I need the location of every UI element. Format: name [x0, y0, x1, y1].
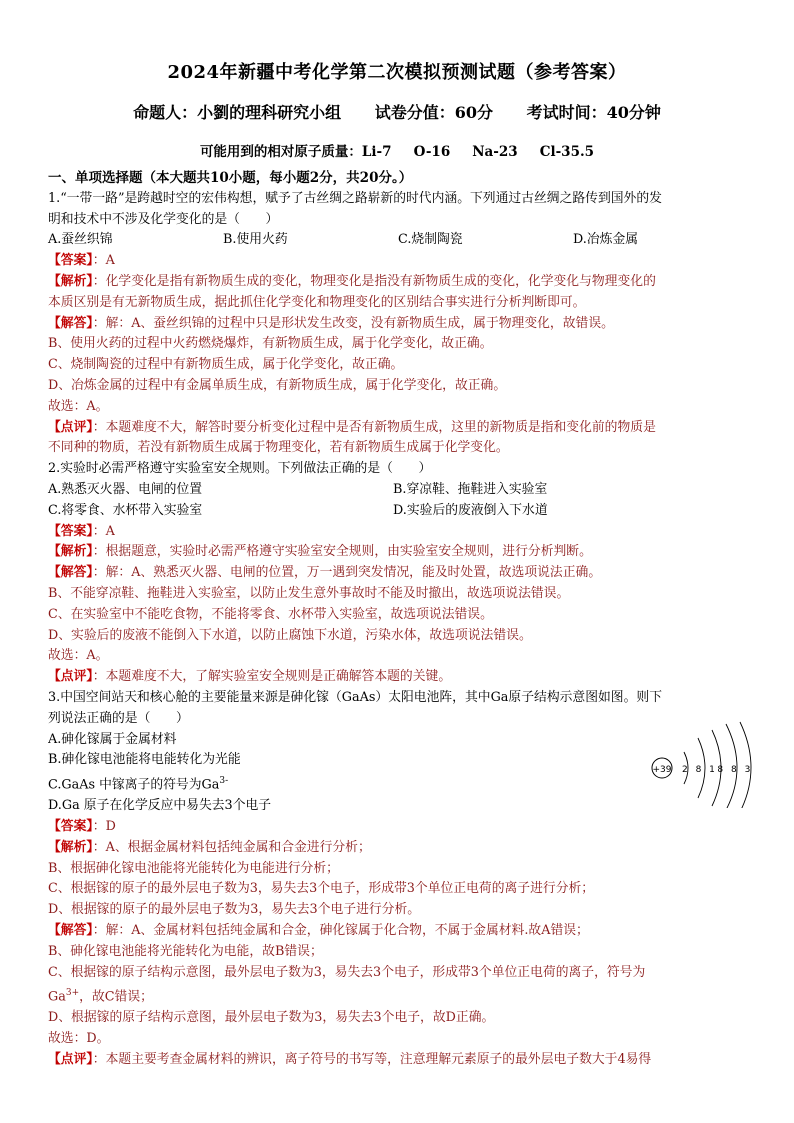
choose-line: 故选：A。 [48, 398, 109, 414]
solve-text: ：解：A、蚕丝织锦的过程中只是形状发生改变，没有新物质生成，属于物理变化，故错误。 [92, 315, 614, 331]
solve-line [48, 314, 750, 335]
analysis-line: D、根据镓的原子的最外层电子数为3，易失去3个电子进行分析。 [48, 902, 421, 918]
section-heading: 一、单项选择题（本大题共10小题，每小题2分，共20分。） [48, 170, 413, 186]
answer-line [48, 817, 750, 838]
question-stem: 列说法正确的是（ ） [48, 710, 189, 726]
analysis-text: ：根据题意，实验时必需严格遵守实验室安全规则，由实验室安全规则，进行分析判断。 [92, 544, 592, 560]
answer-tag: 【答案】 [48, 523, 93, 539]
author: 命题人：小劉的理科研究小组 [133, 103, 342, 122]
exam-info [0, 100, 794, 123]
masses-label: 可能用到的相对原子质量：Li-7 [199, 144, 392, 160]
analysis-line [48, 272, 750, 293]
mass-o: O-16 [413, 144, 451, 160]
comment-line [48, 418, 750, 439]
solve-line [48, 921, 750, 942]
analysis-tag: 【解析】 [48, 273, 93, 289]
comment-line [48, 667, 750, 688]
solve-line: D、实验后的废液不能倒入下水道，以防止腐蚀下水道，污染水体，故选项说法错误。 [48, 627, 532, 643]
answer-text: ：A [92, 253, 115, 269]
solve-line: B、不能穿凉鞋、拖鞋进入实验室，以防止发生意外事故时不能及时撤出，故选项说法错误。 [48, 585, 570, 601]
solve-tag: 【解答】 [48, 315, 93, 331]
ion-charge: 3+ [65, 988, 80, 999]
analysis-line [48, 542, 750, 563]
solve-line: D、冶炼金属的过程中有金属单质生成，有新物质生成，属于化学变化，故正确。 [48, 377, 507, 393]
solve-text: ：解：A、金属材料包括纯金属和合金，砷化镓属于化合物，不属于金属材料.故A错误； [92, 922, 589, 938]
comment-text: ：本题难度不大，解答时要分析变化过程中是否有新物质生成，这里的新物质是指和变化前的物质是 [92, 419, 656, 435]
atomic-masses [0, 140, 794, 160]
option-a: A.蚕丝织锦 [48, 232, 113, 248]
question-3 [48, 688, 753, 817]
answer-line [48, 251, 750, 272]
electron-counts: 2 8 18 8 3 [682, 764, 753, 775]
answer-tag: 【答案】 [48, 253, 93, 269]
solve-tag: 【解答】 [48, 565, 93, 581]
option-d: D.Ga 原子在化学反应中易失去3个电子 [48, 798, 272, 814]
analysis-line: C、根据镓的原子的最外层电子数为3，易失去3个电子，形成带3个单位正电荷的离子进行分析； [48, 881, 595, 897]
analysis-line: B、根据砷化镓电池能将光能转化为电能进行分析； [48, 860, 339, 876]
answer-line [48, 522, 750, 543]
solve-text: ，故C错误； [79, 989, 153, 1005]
option-d: D.冶炼金属 [573, 232, 639, 248]
question-stem: 2.实验时必需严格遵守实验室安全规则。下列做法正确的是（ ） [48, 461, 432, 477]
page-title: 2024年新疆中考化学第二次模拟预测试题（参考答案） [167, 62, 627, 83]
analysis-text: ：化学变化是指有新物质生成的变化，物理变化是指没有新物质生成的变化，化学变化与物理变化的 [92, 273, 656, 289]
option-c-text: C.GaAs 中镓离子的符号为Ga [48, 777, 220, 793]
options [48, 480, 750, 501]
comment-text: ：本题难度不大，了解实验室安全规则是正确解答本题的关键。 [92, 669, 452, 685]
option-c: C.烧制陶瓷 [398, 232, 463, 248]
comment-line: 不同种的物质，若没有新物质生成属于物理变化，若有新物质生成属于化学变化。 [48, 440, 509, 456]
solve-line: C、在实验室中不能吃食物，不能将零食、水杯带入实验室，故选项说法错误。 [48, 606, 493, 622]
solve-tag: 【解答】 [48, 922, 93, 938]
options [48, 230, 750, 251]
solve-line [48, 983, 750, 1008]
solve-line: B、砷化镓电池能将光能转化为电能，故B错误； [48, 943, 323, 959]
option-c: C.将零食、水杯带入实验室 [48, 502, 203, 518]
analysis-tag: 【解析】 [48, 544, 93, 560]
option-d: D.实验后的废液倒入下水道 [393, 502, 548, 518]
answer-text: ：A [92, 523, 115, 539]
comment-text: ：本题主要考查金属材料的辨识，离子符号的书写等，注意理解元素原子的最外层电子数大于4易得 [92, 1052, 652, 1067]
comment-tag: 【点评】 [48, 1052, 93, 1067]
solve-line [48, 563, 750, 584]
option-c [48, 771, 750, 796]
comment-line [48, 1050, 750, 1071]
option-b: B.砷化镓电池能将电能转化为光能 [48, 752, 241, 768]
ion-symbol: Ga [48, 989, 66, 1005]
analysis-text: ：A、根据金属材料包括纯金属和合金进行分析； [92, 839, 371, 855]
solve-text: ：解：A、熟悉灭火器、电闸的位置，万一遇到突发情况，能及时处置，故选项说法正确。 [92, 565, 602, 581]
solve-line: C、根据镓的原子结构示意图，最外层电子数为3，易失去3个电子，形成带3个单位正电荷的离子，符号为 [48, 964, 646, 980]
choose-line: 故选：D。 [48, 1031, 110, 1047]
solve-line: C、烧制陶瓷的过程中有新物质生成，属于化学变化，故正确。 [48, 357, 404, 373]
mass-na: Na-23 [472, 144, 518, 160]
question-stem: 1.“一带一路”是跨越时空的宏伟构想，赋予了古丝绸之路崭新的时代内涵。下列通过古丝绸之路传到国外的发 [48, 190, 662, 206]
option-c-charge: 3- [219, 776, 229, 787]
comment-tag: 【点评】 [48, 419, 93, 435]
option-b: B.使用火药 [223, 232, 288, 248]
option-a: A.砷化镓属于金属材料 [48, 731, 177, 747]
answer-text: ：D [92, 818, 116, 834]
mass-cl: Cl-35.5 [539, 144, 595, 160]
time: 考试时间：40分钟 [526, 103, 661, 122]
options [48, 501, 750, 522]
score: 试卷分值：60分 [374, 103, 493, 122]
answer-tag: 【答案】 [48, 818, 93, 834]
solve-line: B、使用火药的过程中火药燃烧爆炸，有新物质生成，属于化学变化，故正确。 [48, 336, 493, 352]
analysis-line: 本质区别是有无新物质生成，据此抓住化学变化和物理变化的区别结合事实进行分析判断即可。 [48, 294, 586, 310]
question-stem: 明和技术中不涉及化学变化的是（ ） [48, 211, 279, 227]
option-b: B.穿凉鞋、拖鞋进入实验室 [393, 481, 548, 497]
content [48, 168, 753, 1071]
choose-line: 故选：A。 [48, 648, 109, 664]
solve-line: D、根据镓的原子结构示意图，最外层电子数为3，易失去3个电子，故D正确。 [48, 1010, 495, 1026]
nucleus-charge: +39 [652, 764, 672, 775]
question-stem: 3.中国空间站天和核心舱的主要能量来源是砷化镓（GaAs）太阳电池阵，其中Ga原子结构示意图如图。则下 [48, 689, 662, 705]
comment-tag: 【点评】 [48, 669, 93, 685]
ga-atom-structure-diagram [648, 718, 758, 808]
analysis-line [48, 838, 750, 859]
option-a: A.熟悉灭火器、电闸的位置 [48, 481, 203, 497]
analysis-tag: 【解析】 [48, 839, 93, 855]
